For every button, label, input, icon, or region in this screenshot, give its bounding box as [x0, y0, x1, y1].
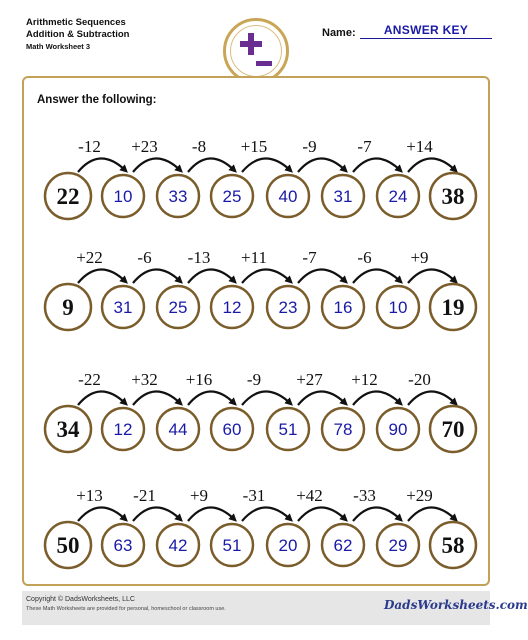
- answer-term[interactable]: 62: [333, 536, 353, 555]
- brand-logo[interactable]: DadsWorksheets.com: [384, 598, 528, 612]
- given-term: 50: [56, 533, 80, 558]
- answer-term[interactable]: 60: [222, 420, 242, 439]
- arrow-icon: [408, 391, 455, 405]
- answer-term[interactable]: 25: [222, 187, 242, 206]
- sequence-row: [45, 486, 476, 568]
- answer-term[interactable]: 16: [333, 298, 353, 317]
- arrow-icon: [242, 269, 290, 283]
- answer-term[interactable]: 33: [168, 187, 188, 206]
- answer-term[interactable]: 29: [388, 536, 408, 555]
- answer-term[interactable]: 31: [113, 298, 133, 317]
- arrow-icon: [408, 507, 455, 521]
- step-operation: -13: [187, 248, 211, 267]
- step-operation: -6: [137, 248, 152, 267]
- answer-term[interactable]: 51: [278, 420, 298, 439]
- step-operation: +9: [410, 248, 429, 267]
- answer-term[interactable]: 12: [113, 420, 133, 439]
- worksheet-subtitle: Math Worksheet 3: [26, 42, 91, 51]
- step-operation: +32: [131, 370, 158, 389]
- answer-term[interactable]: 10: [388, 298, 408, 317]
- arrow-icon: [188, 158, 234, 172]
- arrow-icon: [188, 269, 234, 283]
- step-operation: +13: [76, 486, 103, 505]
- given-term: 34: [56, 417, 80, 442]
- answer-term[interactable]: 78: [333, 420, 353, 439]
- arrow-icon: [298, 158, 345, 172]
- arrow-icon: [78, 507, 125, 521]
- arrow-icon: [408, 158, 455, 172]
- arrow-icon: [78, 269, 125, 283]
- arrow-icon: [353, 158, 400, 172]
- step-operation: +22: [76, 248, 103, 267]
- copyright-text: Copyright © DadsWorksheets, LLC: [26, 596, 135, 603]
- sequence-row: [45, 137, 476, 219]
- answer-term[interactable]: 63: [113, 536, 133, 555]
- worksheet-title-line1: Arithmetic Sequences: [26, 17, 126, 28]
- step-operation: +9: [189, 486, 209, 505]
- answer-term[interactable]: 42: [168, 536, 188, 555]
- arrow-icon: [133, 391, 180, 405]
- step-operation: -21: [133, 486, 156, 505]
- given-term: 9: [62, 295, 74, 320]
- arrow-icon: [133, 507, 180, 521]
- worksheet-title-line2: Addition & Subtraction: [26, 29, 130, 40]
- arrow-icon: [242, 158, 290, 172]
- step-operation: +27: [296, 370, 323, 389]
- arrow-icon: [353, 269, 400, 283]
- answer-term[interactable]: 24: [388, 187, 408, 206]
- arrow-icon: [298, 269, 345, 283]
- answer-term[interactable]: 25: [168, 298, 188, 317]
- name-field-value[interactable]: ANSWER KEY: [383, 23, 469, 37]
- answer-term[interactable]: 44: [168, 420, 188, 439]
- step-operation: -9: [302, 137, 317, 156]
- sequence-row: [45, 370, 476, 452]
- answer-term[interactable]: 23: [278, 298, 298, 317]
- step-operation: -33: [353, 486, 376, 505]
- step-operation: +15: [240, 137, 268, 156]
- step-operation: -12: [78, 137, 101, 156]
- given-term: 58: [441, 533, 465, 558]
- answer-term[interactable]: 10: [113, 187, 133, 206]
- arrow-icon: [78, 158, 125, 172]
- given-term: 70: [441, 417, 465, 442]
- arrow-icon: [133, 269, 180, 283]
- step-operation: +14: [406, 137, 433, 156]
- step-operation: +42: [296, 486, 323, 505]
- arrow-icon: [188, 391, 234, 405]
- step-operation: +11: [241, 248, 267, 267]
- answer-term[interactable]: 20: [278, 536, 298, 555]
- arrow-icon: [78, 391, 125, 405]
- answer-term[interactable]: 40: [278, 187, 298, 206]
- step-operation: -7: [357, 137, 372, 156]
- answer-term[interactable]: 51: [222, 536, 242, 555]
- answer-term[interactable]: 31: [333, 187, 353, 206]
- arrow-icon: [242, 507, 290, 521]
- answer-term[interactable]: 90: [388, 420, 408, 439]
- step-operation: -31: [242, 486, 266, 505]
- given-term: 19: [441, 295, 465, 320]
- arrow-icon: [133, 158, 180, 172]
- step-operation: +16: [185, 370, 213, 389]
- step-operation: -6: [357, 248, 372, 267]
- instructions: Answer the following:: [37, 94, 157, 106]
- step-operation: +23: [131, 137, 158, 156]
- arrow-icon: [188, 507, 234, 521]
- step-operation: -22: [78, 370, 101, 389]
- step-operation: -7: [302, 248, 317, 267]
- name-label: Name:: [322, 27, 356, 39]
- step-operation: -9: [246, 370, 262, 389]
- arrow-icon: [353, 391, 400, 405]
- answer-term[interactable]: 12: [222, 298, 242, 317]
- arrow-icon: [298, 391, 345, 405]
- given-term: 22: [56, 184, 80, 209]
- step-operation: -20: [408, 370, 431, 389]
- step-operation: +12: [351, 370, 378, 389]
- step-operation: +29: [406, 486, 433, 505]
- given-term: 38: [441, 184, 465, 209]
- arrow-icon: [298, 507, 345, 521]
- arrow-icon: [242, 391, 290, 405]
- arrow-icon: [408, 269, 455, 283]
- usage-note: These Math Worksheets are provided for personal, homeschool or classroom use.: [26, 606, 226, 612]
- arrow-icon: [353, 507, 400, 521]
- sequence-row: [45, 248, 476, 330]
- step-operation: -8: [191, 137, 207, 156]
